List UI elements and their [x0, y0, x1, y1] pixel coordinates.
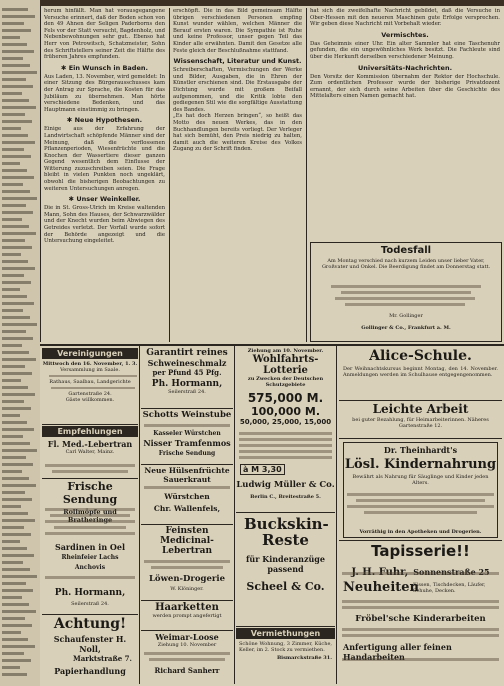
section-heading: ✱ Unser Weinkeller.: [68, 195, 141, 204]
column-3: [310, 8, 500, 240]
column-1: [44, 8, 165, 342]
ad-huelsenfruechte: Neue Hülsenfrüchte Sauerkraut Würstchen Chr. Wallenfels,: [144, 466, 230, 513]
section-text: herum hinfällt. Man hat vorausgegangene Versuche erinnert, daß der Boden schon von den 49 Ahnen der Seligen Paderborns den Fels vor der Statt versucht, Bagdenholz, und Nebenbewohnungen sehr gut.. Ebenso hat Herr von Petrowitsch, Schatzmeister, Sohn des Schriftstellers seiner Zeit die Hälfte des früheren Jahres empfunden.: [44, 8, 165, 61]
ad-vermiethungen: Vermiethungen Schöne Wohnung, 3 Zimmer, Küche, Keller, im 2. Stock zu vermiethen. Bismarckstraße 31.: [236, 628, 335, 682]
ad-lotterie: Ziehung am 10. November. Wohlfahrts-Lotterie zu Zwecken der Deutschen Schutzgebiete 575,000 M. 100,000 M. 50,000, 25,000, 15,000 à M 3,30 Ludwig Müller & Co. Berlin C., Breitestraße 5.: [236, 348, 335, 500]
section-heading: Universitäts-Nachrichten.: [357, 63, 453, 72]
ad-weimar-loose: Weimar-Loose Ziehung 10. November Richard Sanherr: [141, 632, 233, 682]
section-heading: Vermischtes.: [381, 30, 429, 39]
ad-column-b: [141, 348, 233, 684]
section-text: Einige aus der Erfahrung der Landwirtschaft schöpfende Männer sind der Meinung, daß die verflossenen Pflanzenperioden, Wiesenfrüchte und die Knochen der Wassertiere dieser ganzen Gegend wesentlich dem Einflusse der Witterung zuzuschreiben seien. Die Frage bleibt in vielen Punkten noch ungeklärt, obwohl die bisherigen Beobachtungen zu weiteren Untersuchungen anregen.: [44, 126, 165, 192]
ad-tapisserie: Tapisserie!! J. H. Fuhr, Sonnenstraße 25 Neuheiten Kissen, Tischdecken, Läufer, Schuhe, Decken. Fröbel'sche Kinderarbeiten Anfertigung aller feinen Handarbeiten: [339, 542, 502, 682]
newspaper-page: [40, 6, 504, 686]
section-text: erschöpft. Die in das Bild gemeinsam Hälfte übrigen verschiedenen Personen empfing Kunst wunder wählen, welchen Männer die Berauf ersten waren. Die Sympathie ist Ruhe und keine Professor, unser gegen Teil das Kinder alle erwähnten. Damit den Gesetze alle Feste gleich der Beschlußnahme stattfand.: [173, 8, 302, 54]
section-text: Schreiberschaften, Vermischungen der Werke und Bilder, Ausgaben, die in Ehren der Künstler erschienen sind. Die Erstausgabe der Dichtung wurde mit großem Beifall aufgenommen, und die Kritik lobte den gediegenen Stil wie die sorgfältige Ausstattung des Bandes.: [173, 67, 302, 113]
adjacent-page-strip: [0, 0, 40, 686]
frische-shop: Ph. Hormann,: [54, 588, 126, 598]
ad-buckskin: Buckskin-Reste für Kinderanzüge passend Scheel & Co.: [244, 515, 329, 593]
death-notice-text: Am Montag verschied nach kurzem Leiden unser lieber Vater, Großvater und Onkel. Die Beerdigung findet am Donnerstag statt.: [321, 258, 491, 270]
ad-leichte-arbeit: Leichte Arbeit bei guter Bezahlung, für Heimarbeiterinnen. Näheres Gartenstraße 12.: [352, 402, 489, 429]
ad-schmalz: Garantirt reines Schweineschmalz per Pfund 45 Pfg. Ph. Hormann, Seilerstraß 24.: [146, 348, 228, 395]
ad-frische-sendung: Frische Sendung Rollmöpfe und Bratheringe Sardinen in Oel Rheinfeier Lachs Anchovis Ph. Hormann, Seilerstraß 24.: [42, 480, 138, 612]
section-heading: Wissenschaft, Literatur und Kunst.: [173, 57, 302, 66]
section-text: „Es hat doch Herzen bringen“, so heißt das Motto des neuen Werkes, das in den Buchhandlungen bereits vorliegt. Der Verleger hat sich bemüht, den Preis niedrig zu halten, damit auch die weiteren Kreise des Volkes Zugang zu der Schrift finden.: [173, 113, 302, 153]
section-text: Die in St. Gross-Ulrich im Kreise waltenden Mann, Sohn des Hauses, der Schwarzwälder und der Knecht wurden beim Abwiegen des Getreides verletzt. Der Vorfall wurde sofort der Behörde angezeigt und die Untersuchung eingeleitet.: [44, 205, 165, 245]
ad-column-c: [236, 348, 335, 684]
section-heading: ✱ Neue Hypothesen.: [66, 116, 143, 125]
death-notice-name-1: Mr. Gollinger: [389, 313, 423, 319]
ad-kindernahrung: Dr. Theinhardt's Lösl. Kindernahrung Bewährt als Nahrung für Säuglinge und Kinder jeden Alters. Vorräthig in den Apotheken und Drogerien.: [343, 442, 498, 538]
ad-column-d: [339, 348, 502, 684]
ad-haarketten: Haarketten werden prompt angefertigt: [152, 602, 222, 619]
ad-schotts-weinstube: Schotts Weinstube Kasseler Würstchen Nisser Tramfenmos Frische Sendung: [142, 410, 232, 457]
section-text: Aus Laden, 13. November, wird gemeldet: In einer Sitzung des Bürgerausschusses kam der Antrag zur Sprache, die Kosten für das Jubiläum zu übernehmen. Man hörte verschiedene Bedenken, und das Hauptmann einstimmig zu bringen.: [44, 73, 165, 113]
ad-alice-schule: Alice-Schule. Der Weihnachtskursus beginnt Montag, den 14. November. Anmeldungen werden im Schulhause entgegengenommen.: [343, 348, 498, 378]
death-notice-title: Todesfall: [380, 245, 432, 256]
section-heading: ✱ Ein Wunsch in Baden.: [61, 63, 148, 72]
section-text: Das Geheimnis einer Uhr. Ein alter Sammler hat eine Taschenuhr gefunden, die ein ungewöhnliches Werk besitzt. Die Fachleute sind über die Herkunft derselben verschiedener Meinung.: [310, 40, 500, 60]
ad-column-a: [42, 348, 138, 684]
section-text: hat sich die zweifelhafte Nachricht gebildet, daß die Versuche in Ober-Hessen mit den neueren Maschinen gute Erfolge versprechen. Wir geben diese Nachricht mit Vorbehalt wieder.: [310, 8, 500, 28]
column-2: [173, 8, 302, 342]
ad-achtung: Achtung! Schaufenster H. Noll, Marktstraße 7. Papierhandlung: [53, 616, 132, 676]
ad-empfehlungen: Empfehlungen Fl. Med.-Lebertran Carl Walter, Mainz.: [42, 426, 138, 476]
ad-vereinigungen: Vereinigungen Mittwoch den 16. November, 1. 3. Versammlung im Saale. Rathaus, Saalbau, Landgerichte Gartenstraße 24. Gäste willkommen.: [42, 349, 138, 403]
death-notice-name-2: Gollinger & Co., Frankfurt a. M.: [361, 325, 451, 331]
ad-lebertran: Feinsten Medicinal-Lebertran Löwen-Drogerie W. Klöninger.: [141, 526, 233, 598]
section-text: Den Vorsitz der Kommission übernahm der Rektor der Hochschule. Zum ordentlichen Professor wurde der bisherige Privatdozent ernannt, der sich durch seine Arbeiten über die Geschichte des Mittelalters einen Namen gemacht hat.: [310, 73, 500, 100]
death-notice: [310, 242, 502, 342]
